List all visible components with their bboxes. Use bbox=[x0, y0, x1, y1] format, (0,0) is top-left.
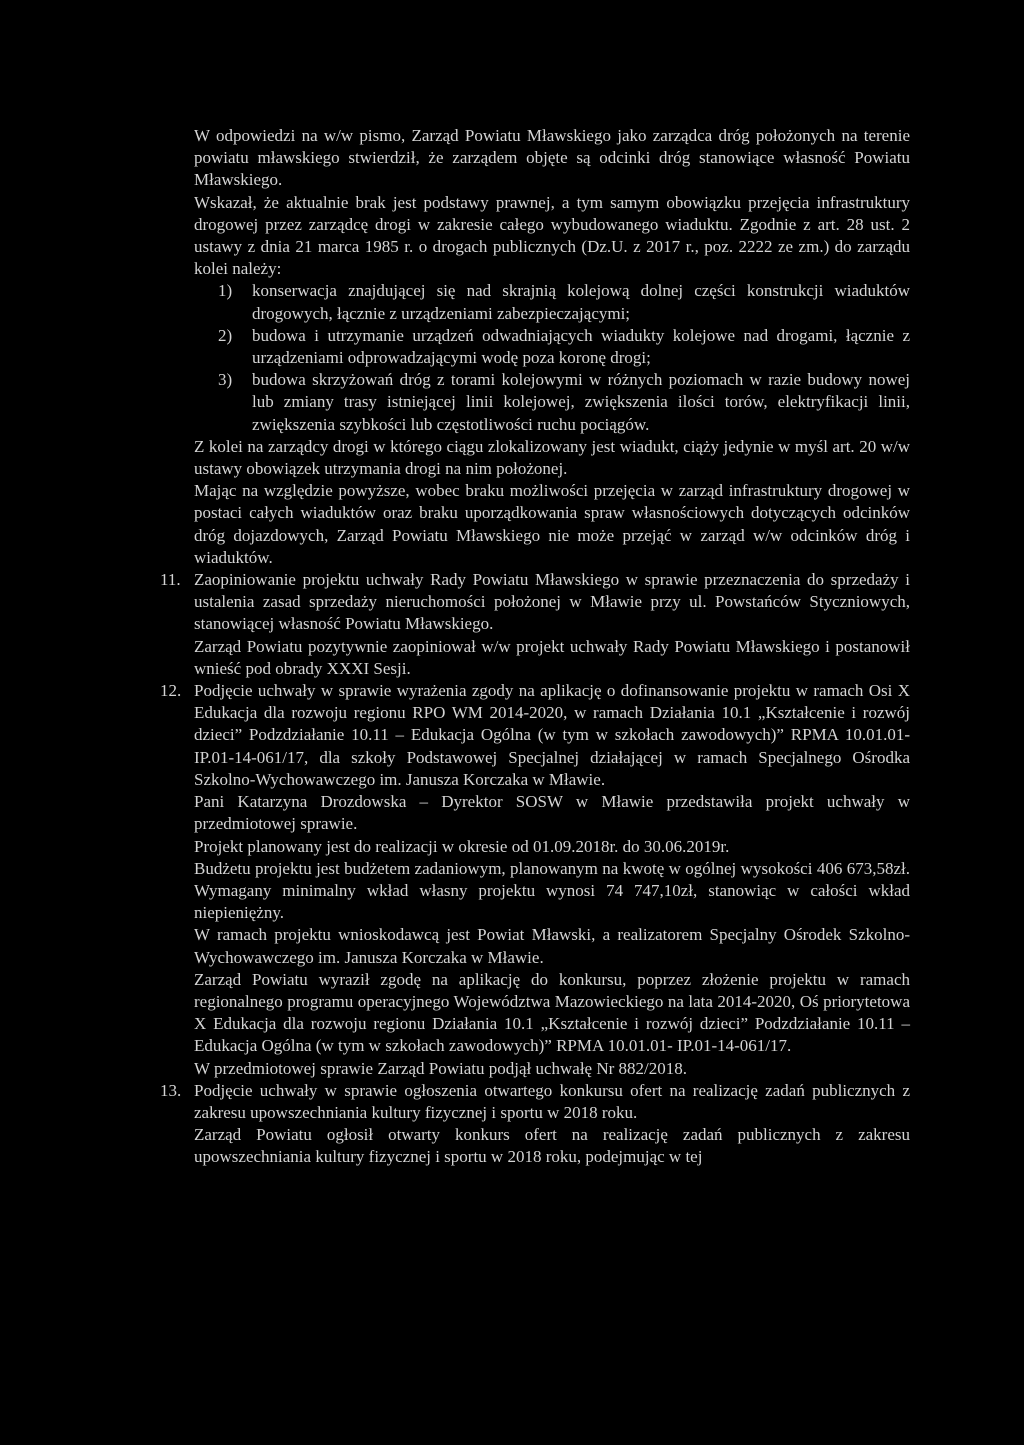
section-number: 11. bbox=[160, 570, 181, 590]
section-paragraph: Podjęcie uchwały w sprawie ogłoszenia otwartego konkursu ofert na realizację zadań publicznych z zakresu upowszechniania kultury fizycznej i sportu w 2018 roku. bbox=[194, 1080, 910, 1122]
list-item bbox=[218, 280, 910, 324]
section-12 bbox=[160, 680, 910, 1080]
section-11 bbox=[160, 569, 910, 680]
list-item-number: 3) bbox=[218, 370, 233, 390]
section-paragraph: Pani Katarzyna Drozdowska – Dyrektor SOSW w Mławie przedstawiła projekt uchwały w przedmiotowej sprawie. bbox=[194, 792, 910, 834]
railway-duties-list bbox=[194, 280, 910, 435]
list-item bbox=[218, 325, 910, 369]
intro-paragraph-1: W odpowiedzi na w/w pismo, Zarząd Powiatu Mławskiego jako zarządca dróg położonych na terenie powiatu mławskiego stwierdził, że zarządem objęte są odcinki dróg stanowiące własność Powiatu Mławskiego. bbox=[194, 126, 910, 190]
section-paragraph: Zarząd Powiatu ogłosił otwarty konkurs ofert na realizację zadań publicznych z zakresu upowszechniania kultury fizycznej i sportu w 2018 roku, podejmując w tej bbox=[194, 1125, 910, 1167]
section-13 bbox=[160, 1080, 910, 1169]
text-column bbox=[160, 125, 910, 1169]
section-number: 12. bbox=[160, 681, 182, 701]
list-item-number: 2) bbox=[218, 325, 233, 345]
intro-paragraph-3: Z kolei na zarządcy drogi w którego ciągu zlokalizowany jest wiadukt, ciąży jedynie w myśl art. 20 w/w ustawy obowiązek utrzymania drogi na nim położonej. bbox=[194, 436, 910, 479]
intro-paragraph-4: Mając na względzie powyższe, wobec braku możliwości przejęcia w zarząd infrastruktury drogowej w postaci całych wiaduktów oraz braku uporządkowania spraw własnościowych dotyczących odcinków dróg dojazdowych, Zarząd Powiatu Mławskiego nie może przejąć w zarząd w/w odcinków dróg i wiaduktów. bbox=[194, 481, 910, 567]
section-paragraph: Zaopiniowanie projektu uchwały Rady Powiatu Mławskiego w sprawie przeznaczenia do sprzedaży i ustalenia zasad sprzedaży nieruchomości położonej w Mławie przy ul. Powstańców Styczniowych, stanowiącej własność Powiatu Mławskiego. bbox=[194, 570, 910, 634]
section-paragraph: Budżetu projektu jest budżetem zadaniowym, planowanym na kwotę w ogólnej wysokości 406 673,58zł. Wymagany minimalny wkład własny projektu wynosi 74 747,10zł, stanowiąc w całości wkład niepieniężny. bbox=[194, 858, 910, 923]
list-item bbox=[218, 369, 910, 436]
section-paragraph: W ramach projektu wnioskodawcą jest Powiat Mławski, a realizatorem Specjalny Ośrodek Szkolno-Wychowawczego im. Janusza Korczaka w Mławie. bbox=[194, 925, 910, 967]
list-item-text: budowa i utrzymanie urządzeń odwadniających wiadukty kolejowe nad drogami, łącznie z urządzeniami odprowadzającymi wodę poza koronę drogi; bbox=[252, 325, 910, 368]
section-paragraph: Zarząd Powiatu pozytywnie zaopiniował w/w projekt uchwały Rady Powiatu Mławskiego i postanowił wnieść pod obrady XXXI Sesji. bbox=[194, 636, 910, 678]
list-item-number: 1) bbox=[218, 281, 233, 301]
section-paragraph: Zarząd Powiatu wyraził zgodę na aplikację do konkursu, poprzez złożenie projektu w ramach regionalnego programu operacyjnego Województwa Mazowieckiego na lata 2014-2020, Oś priorytetowa X Edukacja dla rozwoju regionu Działania 10.1 „Kształcenie i rozwój dzieci” Podzdziałanie 10.11 – Edukacja Ogólna (w tym w szkołach zawodowych)” RPMA 10.01.01- IP.01-14-061/17. bbox=[194, 969, 910, 1056]
section-paragraph: Podjęcie uchwały w sprawie wyrażenia zgody na aplikację o dofinansowanie projektu w ramach Osi X Edukacja dla rozwoju regionu RPO WM 2014-2020, w ramach Działania 10.1 „Kształcenie i rozwój dzieci” Podzdziałanie 10.11 – Edukacja Ogólna (w tym w szkołach zawodowych)” RPMA 10.01.01- IP.01-14-061/17, dla szkoły Podstawowej Specjalnej działającej w ramach Specjalnego Ośrodka Szkolno-Wychowawczego im. Janusza Korczaka w Mławie. bbox=[194, 681, 910, 789]
section-paragraph: Projekt planowany jest do realizacji w okresie od 01.09.2018r. do 30.06.2019r. bbox=[194, 836, 730, 856]
intro-paragraph-2: Wskazał, że aktualnie brak jest podstawy prawnej, a tym samym obowiązku przejęcia infrastruktury drogowej przez zarządcę drogi w zakresie całego wybudowanego wiaduktu. Zgodnie z art. 28 ust. 2 ustawy z dnia 21 marca 1985 r. o drogach publicznych (Dz.U. z 2017 r., poz. 2222 ze zm.) do zarządu kolei należy: bbox=[194, 192, 910, 279]
section-number: 13. bbox=[160, 1080, 182, 1100]
section-paragraph: W przedmiotowej sprawie Zarząd Powiatu podjął uchwałę Nr 882/2018. bbox=[194, 1058, 688, 1078]
list-item-text: konserwacja znajdującej się nad skrajnią kolejową dolnej części konstrukcji wiaduktów drogowych, łącznie z urządzeniami zabezpieczającymi; bbox=[252, 281, 910, 323]
list-item-text: budowa skrzyżowań dróg z torami kolejowymi w różnych poziomach w razie budowy nowej lub zmiany trasy istniejącej linii kolejowej, zwiększenia ilości torów, elektryfikacji linii, zwiększenia szybkości lub częstotliwości ruchu pociągów. bbox=[252, 370, 910, 434]
